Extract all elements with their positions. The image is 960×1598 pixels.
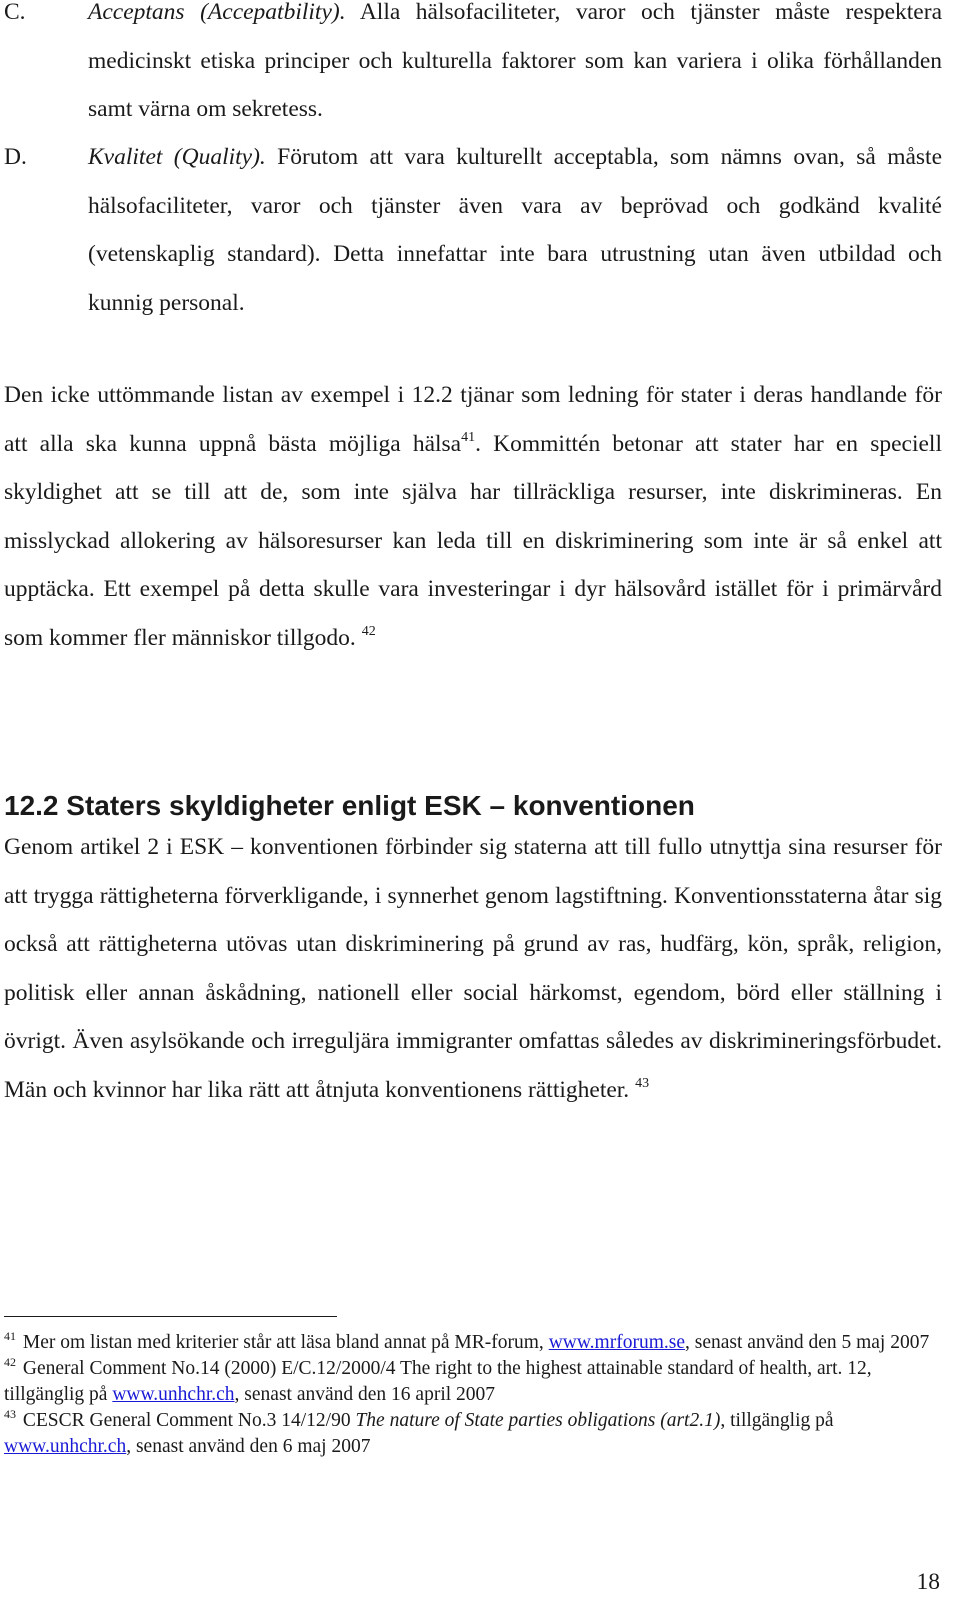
footnote-number: 43 [4, 1407, 16, 1421]
footnotes [4, 1330, 940, 1460]
footnote-text: CESCR General Comment No.3 14/12/90 [22, 1410, 351, 1431]
list-item-title: Acceptans (Accepatbility). [88, 0, 346, 25]
footnote-42 [4, 1356, 940, 1408]
footnote-text: , tillgänglig på [720, 1410, 834, 1431]
footnote-text: Mer om listan med kriterier står att läsa bland annat på MR-forum, [22, 1332, 544, 1353]
footnote-41 [4, 1330, 940, 1356]
footnote-link[interactable]: www.mrforum.se [548, 1332, 685, 1353]
list-marker: C. [4, 0, 26, 25]
footnote-link[interactable]: www.unhchr.ch [112, 1384, 235, 1405]
section-heading: 12.2 Staters skyldigheter enligt ESK – konventionen [4, 790, 695, 821]
paragraph-text: . Kommittén betonar att stater har en speciell skyldighet att se till att de, som inte själva har tillräckliga resurser, inte diskrimineras. En misslyckad allokering av hälsoresurser kan leda till en diskriminering som inte är så enkel att upptäcka. Ett exempel på detta skulle vara investeringar i dyr hälsovård istället för i primärvård som kommer fler människor tillgodo. [4, 430, 942, 651]
list-item-kvalitet [4, 133, 942, 327]
list-item-body: Alla hälsofaciliteter, varor och tjänster måste respektera medicinskt etiska principer och kulturella faktorer som kan variera i olika förhållanden samt värna om sekretess. [88, 0, 942, 122]
footnote-43 [4, 1408, 940, 1460]
list-item-text [88, 0, 942, 134]
footnote-ref-43[interactable]: 43 [635, 1075, 650, 1091]
footnote-number: 42 [4, 1355, 16, 1369]
paragraph-text: Den icke uttömmande listan av exempel i 12.2 tjänar som ledning för stater i deras handlande för att alla ska kunna uppnå bästa möjliga hälsa [4, 382, 942, 457]
list-item-text [88, 133, 942, 327]
list-marker: D. [4, 144, 27, 170]
footnote-link[interactable]: www.unhchr.ch [4, 1436, 127, 1457]
footnote-divider [4, 1316, 337, 1317]
list-item-body: Förutom att vara kulturellt acceptabla, som nämns ovan, så måste hälsofaciliteter, varor och tjänster även vara av beprövad och godkänd kvalité (vetenskaplig standard). Detta innefattar inte bara utrustning utan även utbildad och kunnig personal. [88, 144, 943, 316]
footnote-text: General Comment No.14 (2000) E/C.12/2000/4 The right to the highest attainable standard of health, art. 12, tillgänglig på [4, 1358, 872, 1405]
footnote-number: 41 [4, 1329, 16, 1343]
footnote-text: , senast använd den 5 maj 2007 [684, 1332, 930, 1353]
page-number: 18 [916, 1569, 940, 1595]
body-paragraph-1 [4, 371, 942, 662]
footnote-text: , senast använd den 6 maj 2007 [126, 1436, 371, 1457]
footnote-ref-41[interactable]: 41 [461, 429, 476, 445]
paragraph-text: Genom artikel 2 i ESK – konventionen förbinder sig staterna att till fullo utnyttja sina resurser för att trygga rättigheterna förverkligande, i synnerhet genom lagstiftning. Konventionsstaterna åtar sig också att rättigheterna utövas utan diskriminering på grund av ras, hudfärg, kön, språk, religion, politisk eller annan åskådning, nationell eller social härkomst, egendom, börd eller ställning i övrigt. Även asylsökande och irreguljära immigranter omfattas således av diskrimineringsförbudet. Män och kvinnor har lika rätt att åtnjuta konventionens rättigheter. [4, 834, 942, 1103]
footnote-ref-42[interactable]: 42 [361, 623, 376, 639]
footnote-text: , senast använd den 16 april 2007 [234, 1384, 496, 1405]
body-paragraph-2 [4, 823, 942, 1114]
list-item-acceptans [4, 0, 942, 134]
list-item-title: Kvalitet (Quality). [88, 144, 266, 170]
footnote-title: The nature of State parties obligations (art2.1) [355, 1410, 721, 1431]
